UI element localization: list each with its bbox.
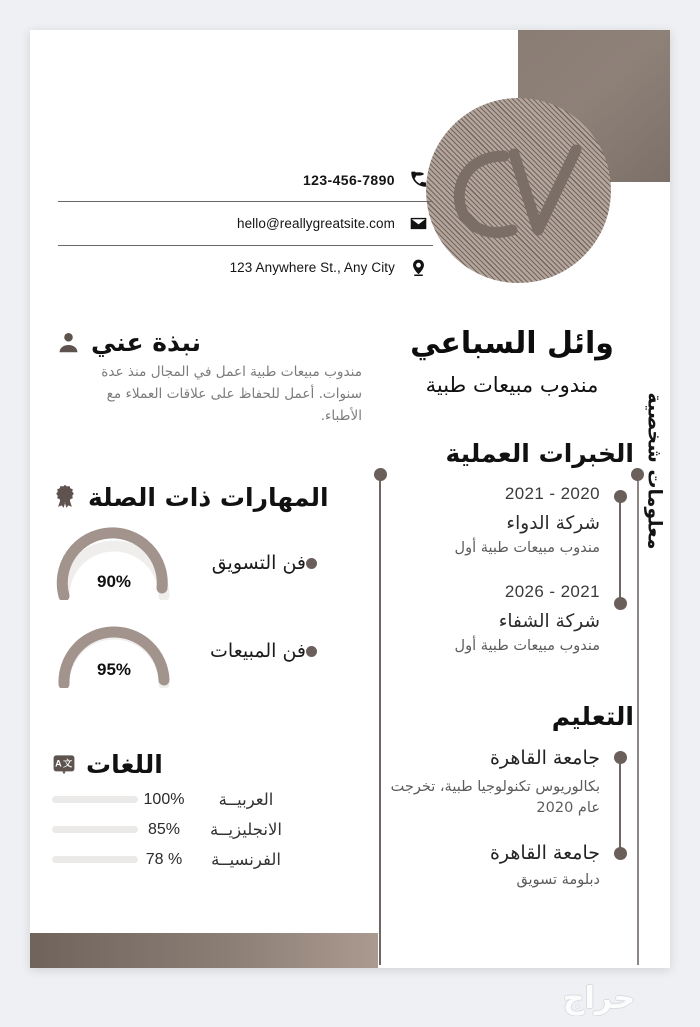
contact-address-value: 123 Anywhere St., Any City [229, 260, 395, 275]
language-percent: 85% [147, 820, 181, 838]
language-progress-track [52, 796, 138, 804]
watermark: حراج [562, 981, 636, 1016]
education-heading: التعليم [551, 701, 634, 731]
award-ribbon-icon [52, 484, 78, 511]
language-item [52, 850, 362, 869]
experience-item [390, 582, 600, 658]
translate-icon [52, 753, 76, 777]
languages-header [52, 750, 362, 779]
skill-bullet-icon [306, 558, 317, 569]
education-detail: دبلومة تسويق [516, 872, 600, 888]
experience-organization: شركة الدواء [506, 513, 600, 534]
language-item [52, 820, 362, 839]
location-pin-icon [403, 259, 433, 277]
timeline-line [619, 757, 621, 853]
skill-item [52, 526, 362, 600]
skill-gauge [52, 614, 176, 688]
right-column [390, 326, 634, 892]
about-heading: نبذة عني [91, 328, 202, 357]
language-percent: 78 % [145, 850, 183, 868]
language-label: الانجليزيــة [210, 820, 282, 840]
skill-label: فن المبيعات [210, 640, 306, 663]
skill-percent: 95% [96, 660, 132, 680]
timeline-dot [614, 597, 627, 610]
education-timeline [390, 747, 634, 892]
contact-row-email [58, 201, 433, 245]
skill-item [52, 614, 362, 688]
education-detail: بكالوريوس تكنولوجيا طبية، تخرجت عام 2020 [390, 778, 600, 817]
education-header [390, 702, 634, 731]
person-icon [56, 330, 81, 355]
contact-phone-value: 123-456-7890 [303, 171, 395, 188]
experience-role: مندوب مبيعات طبية أول [454, 540, 600, 556]
about-body-text: مندوب مبيعات طبية اعمل في المجال منذ عدة سنوات. أعمل للحفاظ على علاقات العملاء مع الأطباء. [101, 364, 362, 425]
timeline-dot [614, 490, 627, 503]
language-label: العربيــة [218, 790, 274, 810]
experience-date: 2021 - 2020 [504, 484, 600, 503]
svg-text:A: A [55, 758, 62, 769]
contact-row-address [58, 245, 433, 289]
contact-row-phone [58, 158, 433, 201]
education-organization: جامعة القاهرة [489, 842, 600, 864]
skill-gauge [52, 526, 176, 600]
experience-item [390, 484, 600, 560]
language-label: الفرنسيــة [211, 850, 281, 870]
education-organization: جامعة القاهرة [489, 746, 600, 769]
language-progress-track [52, 856, 138, 864]
language-percent: 100% [143, 790, 185, 808]
education-item [390, 747, 600, 821]
experience-organization: شركة الشفاء [498, 610, 600, 632]
contact-email-value: hello@reallygreatsite.com [236, 216, 395, 231]
envelope-icon [403, 217, 433, 230]
timeline-line [619, 496, 621, 603]
side-vertical-label [642, 392, 668, 660]
skills-header [52, 483, 362, 512]
about-header [52, 328, 362, 357]
contact-block [58, 158, 433, 289]
languages-heading: اللغات [86, 750, 163, 780]
experience-role: مندوب مبيعات طبية أول [454, 637, 600, 654]
skill-percent: 90% [96, 572, 132, 592]
side-vertical-label-text: معلومات شخصية [643, 392, 666, 550]
skill-bullet-icon [306, 646, 317, 657]
phone-icon [403, 171, 433, 188]
column-divider [379, 477, 381, 965]
skills-heading: المهارات ذات الصلة [88, 483, 329, 513]
experience-header [390, 439, 634, 468]
bottom-accent-bar [30, 933, 378, 968]
resume-page [30, 30, 670, 968]
svg-text:文: 文 [63, 759, 73, 770]
timeline-dot [614, 751, 627, 764]
experience-heading: الخبرات العملية [445, 439, 634, 468]
experience-timeline [390, 484, 634, 658]
experience-date: 2026 - 2021 [504, 581, 600, 601]
left-column [52, 328, 362, 869]
candidate-job-title: مندوب مبيعات طبية [425, 373, 599, 397]
education-item [390, 842, 600, 892]
timeline-dot [614, 847, 627, 860]
language-item [52, 790, 362, 809]
skill-label: فن التسويق [211, 552, 306, 575]
language-progress-track [52, 826, 138, 834]
cv-monogram-medallion [426, 98, 611, 283]
side-rule [637, 476, 639, 965]
candidate-name: وائل السباعي [410, 326, 614, 361]
